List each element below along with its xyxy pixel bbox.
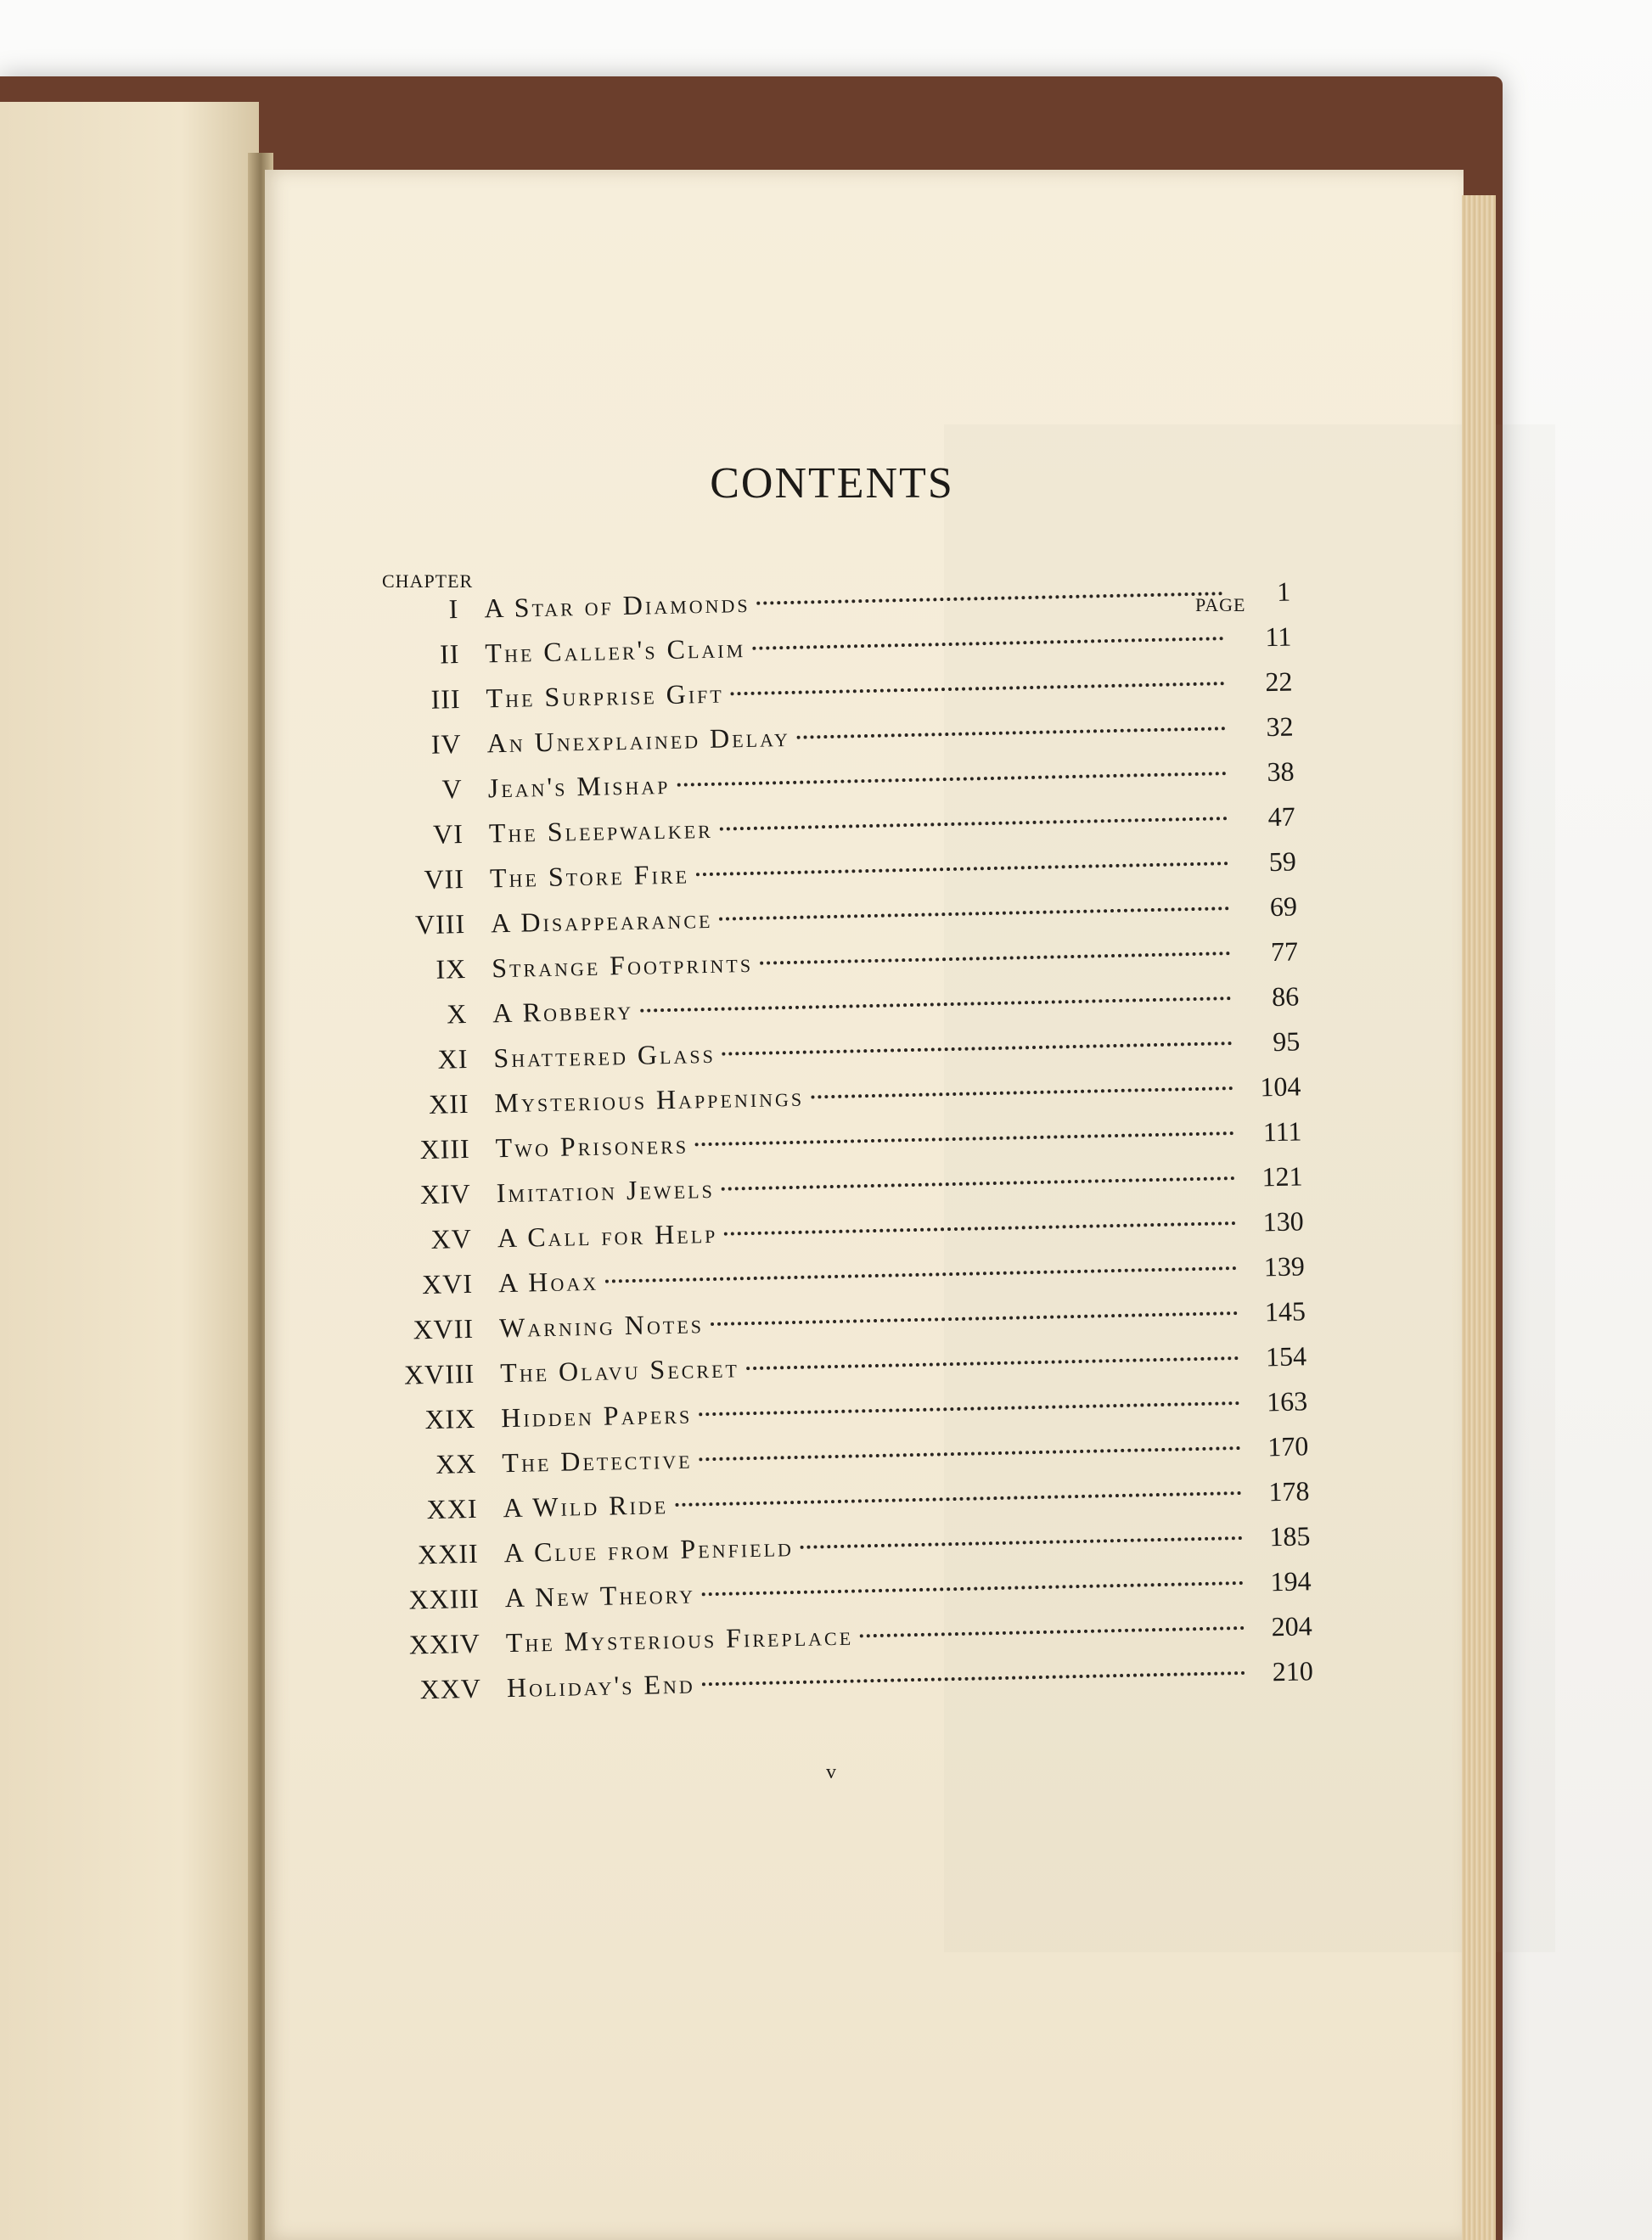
chapter-column-header: CHAPTER bbox=[382, 570, 474, 592]
chapter-page-number: 178 bbox=[1267, 1475, 1310, 1507]
chapter-number: I bbox=[448, 593, 459, 625]
chapter-page-number: 22 bbox=[1264, 665, 1293, 698]
chapter-number: XXI bbox=[426, 1492, 478, 1525]
chapter-number: XII bbox=[428, 1087, 469, 1120]
dot-leader bbox=[760, 952, 1230, 965]
chapter-page-number: 154 bbox=[1265, 1340, 1307, 1373]
chapter-title: A Call for Help bbox=[497, 1217, 718, 1254]
chapter-number: VIII bbox=[414, 907, 466, 940]
chapter-page-number: 104 bbox=[1259, 1070, 1301, 1103]
chapter-title: The Surprise Gift bbox=[486, 677, 725, 714]
chapter-title: Hidden Papers bbox=[500, 1398, 693, 1434]
chapter-number: II bbox=[439, 638, 460, 670]
chapter-number: XXIII bbox=[408, 1582, 480, 1615]
dot-leader bbox=[719, 907, 1229, 921]
dot-leader bbox=[720, 817, 1228, 831]
table-of-contents bbox=[340, 576, 1314, 1721]
chapter-title: A Disappearance bbox=[490, 902, 713, 939]
chapter-page-number: 11 bbox=[1265, 620, 1292, 653]
dot-leader bbox=[677, 772, 1226, 787]
chapter-number: XXIV bbox=[408, 1627, 481, 1660]
chapter-page-number: 32 bbox=[1266, 710, 1294, 743]
chapter-number: X bbox=[446, 997, 468, 1030]
chapter-title: A Clue from Penfield bbox=[503, 1531, 795, 1569]
dot-leader bbox=[731, 682, 1225, 695]
chapter-page-number: 170 bbox=[1267, 1430, 1309, 1462]
dot-leader bbox=[722, 1041, 1233, 1056]
chapter-number: XVI bbox=[421, 1267, 474, 1300]
chapter-number: XI bbox=[437, 1042, 469, 1075]
chapter-number: XIV bbox=[419, 1177, 472, 1210]
chapter-number: III bbox=[430, 683, 461, 715]
chapter-title: Imitation Jewels bbox=[496, 1172, 716, 1209]
chapter-number: XV bbox=[430, 1222, 473, 1255]
dot-leader bbox=[711, 1311, 1238, 1326]
dot-leader bbox=[699, 1446, 1240, 1461]
dot-leader bbox=[699, 1401, 1239, 1416]
chapter-page-number: 59 bbox=[1268, 845, 1297, 878]
dot-leader bbox=[860, 1626, 1245, 1637]
chapter-title: Jean's Mishap bbox=[487, 768, 671, 804]
chapter-number: XXII bbox=[417, 1537, 480, 1570]
chapter-page-number: 69 bbox=[1269, 890, 1298, 923]
left-page bbox=[0, 102, 259, 2240]
chapter-number: VI bbox=[432, 818, 464, 850]
dot-leader bbox=[640, 996, 1231, 1013]
chapter-page-number: 194 bbox=[1270, 1565, 1312, 1597]
chapter-title: Mysterious Happenings bbox=[494, 1081, 805, 1119]
dot-leader bbox=[702, 1671, 1245, 1686]
dot-leader bbox=[752, 637, 1223, 650]
chapter-title: An Unexplained Delay bbox=[486, 721, 791, 759]
dot-leader bbox=[605, 1266, 1237, 1283]
page-folio: v bbox=[826, 1761, 836, 1783]
chapter-page-number: 77 bbox=[1270, 935, 1299, 968]
chapter-title: Shattered Glass bbox=[493, 1037, 716, 1074]
chapter-number: XIX bbox=[424, 1402, 476, 1435]
dot-leader bbox=[757, 592, 1223, 604]
chapter-title: A Wild Ride bbox=[503, 1489, 669, 1524]
page-edges bbox=[1462, 195, 1496, 2240]
chapter-number: IX bbox=[435, 952, 467, 985]
chapter-number: XX bbox=[435, 1447, 477, 1479]
chapter-number: VII bbox=[424, 862, 465, 895]
chapter-page-number: 145 bbox=[1264, 1295, 1306, 1328]
chapter-page-number: 185 bbox=[1269, 1520, 1311, 1552]
dot-leader bbox=[696, 862, 1228, 876]
chapter-number: XXV bbox=[419, 1672, 482, 1705]
dot-leader bbox=[797, 727, 1226, 739]
chapter-page-number: 163 bbox=[1266, 1385, 1308, 1418]
dot-leader bbox=[801, 1536, 1243, 1549]
dot-leader bbox=[695, 1131, 1234, 1146]
chapter-number: XVIII bbox=[403, 1357, 475, 1390]
chapter-title: The Store Fire bbox=[489, 858, 690, 894]
chapter-title: The Mysterious Fireplace bbox=[505, 1620, 854, 1659]
chapter-page-number: 204 bbox=[1271, 1610, 1313, 1642]
chapter-page-number: 130 bbox=[1262, 1205, 1305, 1238]
page-title: CONTENTS bbox=[710, 459, 954, 508]
dot-leader bbox=[675, 1491, 1241, 1507]
chapter-title: The Olavu Secret bbox=[499, 1352, 740, 1389]
chapter-title: The Sleepwalker bbox=[488, 812, 714, 849]
dot-leader bbox=[811, 1086, 1233, 1098]
chapter-title: Warning Notes bbox=[498, 1308, 705, 1344]
chapter-title: A Robbery bbox=[492, 994, 634, 1029]
dot-leader bbox=[702, 1581, 1244, 1596]
chapter-title: Strange Footprints bbox=[491, 946, 754, 984]
dot-leader bbox=[724, 1221, 1235, 1236]
chapter-number: V bbox=[441, 773, 464, 805]
chapter-number: XIII bbox=[419, 1132, 471, 1165]
chapter-title: Two Prisoners bbox=[495, 1128, 689, 1164]
chapter-page-number: 95 bbox=[1272, 1025, 1301, 1058]
page-column-header: PAGE bbox=[1195, 594, 1246, 615]
chapter-page-number: 47 bbox=[1267, 800, 1296, 833]
chapter-page-number: 210 bbox=[1272, 1655, 1314, 1687]
chapter-title: A New Theory bbox=[504, 1578, 696, 1614]
chapter-page-number: 111 bbox=[1262, 1115, 1302, 1148]
chapter-title: A Star of Diamonds bbox=[483, 587, 750, 624]
chapter-title: The Detective bbox=[502, 1443, 693, 1479]
chapter-title: The Caller's Claim bbox=[485, 632, 746, 669]
chapter-page-number: 38 bbox=[1267, 755, 1295, 788]
chapter-page-number: 121 bbox=[1261, 1160, 1303, 1193]
chapter-title: A Hoax bbox=[497, 1265, 599, 1299]
chapter-page-number: 1 bbox=[1276, 575, 1291, 607]
chapter-page-number: 86 bbox=[1271, 980, 1300, 1013]
chapter-number: IV bbox=[430, 728, 463, 760]
chapter-title: Holiday's End bbox=[506, 1668, 696, 1704]
dot-leader bbox=[722, 1176, 1235, 1191]
dot-leader bbox=[746, 1356, 1239, 1370]
chapter-page-number: 139 bbox=[1263, 1250, 1306, 1283]
chapter-number: XVII bbox=[413, 1312, 475, 1345]
